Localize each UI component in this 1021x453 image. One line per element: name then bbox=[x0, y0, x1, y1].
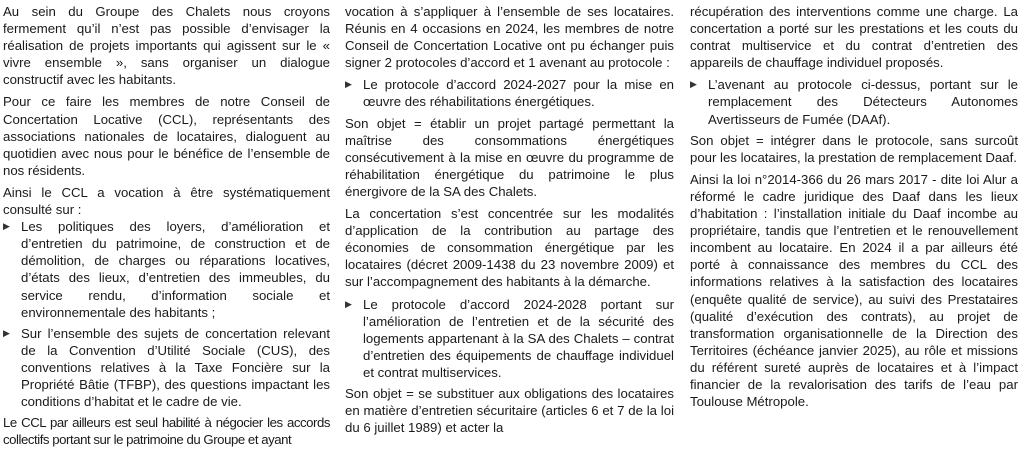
paragraph: Ainsi la loi n°2014-366 du 26 mars 2017 - dite loi Alur a réformé le cadre juridique des Daaf dans les lieux d’habitation : l’installation initiale du Daaf incombe au propriétaire, tandis que l’entretien et le renouvellement incombent au locataire. En 2024 il a par ailleurs été porté à connaissance des membres du CCL des informations relatives à la satisfaction des locataires (enquête qualité de service), au suivi des Prestataires (qualité d’exécution des contrats), au projet de transformation organisationnelle de la Direction des Territoires (échéance janvier 2025), au rôle et missions du référent sureté auprès de locataires et à l’impact financier de la revalorisation des tarifs de l’eau par Toulouse Métropole. bbox=[690, 171, 1018, 410]
paragraph: vocation à s’appliquer à l’ensemble de ses locataires. Réunis en 4 occasions en 2024, les membres de notre Conseil de Concertation Locative ont pu échanger puis signer 2 protocoles d’accord et 1 avenant au protocole : bbox=[345, 4, 674, 71]
bullet-text: Les politiques des loyers, d’amélioration et d’entretien du patrimoine, de construction et de démolition, de charges ou réparations locatives, d’états des lieux, d’entretien des immeubles, du service rendu, d’information sociale et environnementale des habitants ; bbox=[21, 219, 330, 320]
paragraph: Son objet = intégrer dans le protocole, sans surcoût pour les locataires, la prestation de remplacement Daaf. bbox=[690, 132, 1018, 165]
paragraph: Pour ce faire les membres de notre Conseil de Concertation Locative (CCL), représentants des associations nationales de locataires, dialoguent au quotidien avec nous pour le bénéfice de l’ensemble de nos résidents. bbox=[3, 94, 330, 178]
bullet-arrow-icon: ▶ bbox=[3, 327, 10, 338]
bullet-arrow-icon: ▶ bbox=[345, 298, 352, 309]
bullet-item bbox=[345, 296, 674, 381]
paragraph: La concertation s’est concentrée sur les modalités d’application de la contribution au partage des économies de consommation énergétique par les locataires (décret 2009-1438 du 23 novembre 2009) et sur l’accompagnement des habitants à la démarche. bbox=[345, 206, 674, 290]
bullet-item bbox=[3, 325, 330, 410]
bullet-text: Le protocole d’accord 2024-2027 pour la mise en œuvre des réhabilitations énergétiques. bbox=[363, 77, 674, 110]
paragraph: Son objet = se substituer aux obligations des locataires en matière d’entretien sécuritaire (articles 6 et 7 de la loi du 6 juillet 1989) et acter la bbox=[345, 385, 674, 436]
paragraph: Ainsi le CCL a vocation à être systématiquement consulté sur : bbox=[3, 184, 330, 218]
bullet-arrow-icon: ▶ bbox=[3, 221, 10, 232]
bullet-text: L’avenant au protocole ci-dessus, portant sur le remplacement des Détecteurs Autonomes Avertisseurs de Fumée (DAAf). bbox=[708, 77, 1018, 127]
text-column-3 bbox=[690, 3, 1018, 415]
paragraph: Son objet = établir un projet partagé permettant la maîtrise des consommations énergétiques consécutivement à la mise en œuvre du programme de réhabilitation énergétique du patrimoine le plus énergivore de la SA des Chalets. bbox=[345, 115, 674, 199]
paragraph: récupération des interventions comme une charge. La concertation a porté sur les prestations et les couts du contrat multiservice et du contrat d’entretien des appareils de chauffage individuel proposés. bbox=[690, 4, 1018, 71]
bullet-text: Sur l’ensemble des sujets de concertation relevant de la Convention d’Utilité Sociale (CUS), des conventions relatives à la Taxe Foncière sur la Propriété Bâtie (TFBP), des questions impactant les conditions d’habitat et le cadre de vie. bbox=[21, 325, 330, 410]
bullet-arrow-icon: ▶ bbox=[345, 79, 352, 90]
text-column-1 bbox=[3, 3, 330, 453]
bullet-item bbox=[345, 76, 674, 110]
bullet-item bbox=[690, 76, 1018, 127]
text-column-2 bbox=[345, 3, 674, 441]
paragraph: Le CCL par ailleurs est seul habilité à négocier les accords collectifs portant sur le patrimoine du Groupe et ayant bbox=[3, 415, 330, 448]
bullet-arrow-icon: ▶ bbox=[690, 79, 697, 90]
bullet-item bbox=[3, 218, 330, 321]
paragraph: Au sein du Groupe des Chalets nous croyons fermement qu’il n’est pas possible d’envisager la réalisation de projets importants qui agissent sur le « vivre ensemble », sans organiser un dialogue constructif avec les habitants. bbox=[3, 4, 330, 88]
bullet-text: Le protocole d’accord 2024-2028 portant sur l’amélioration de l’entretien et de la sécurité des logements appartenant à la SA des Chalets – contrat d’entretien des équipements de chauffage individuel et contrat multiservices. bbox=[363, 296, 674, 380]
